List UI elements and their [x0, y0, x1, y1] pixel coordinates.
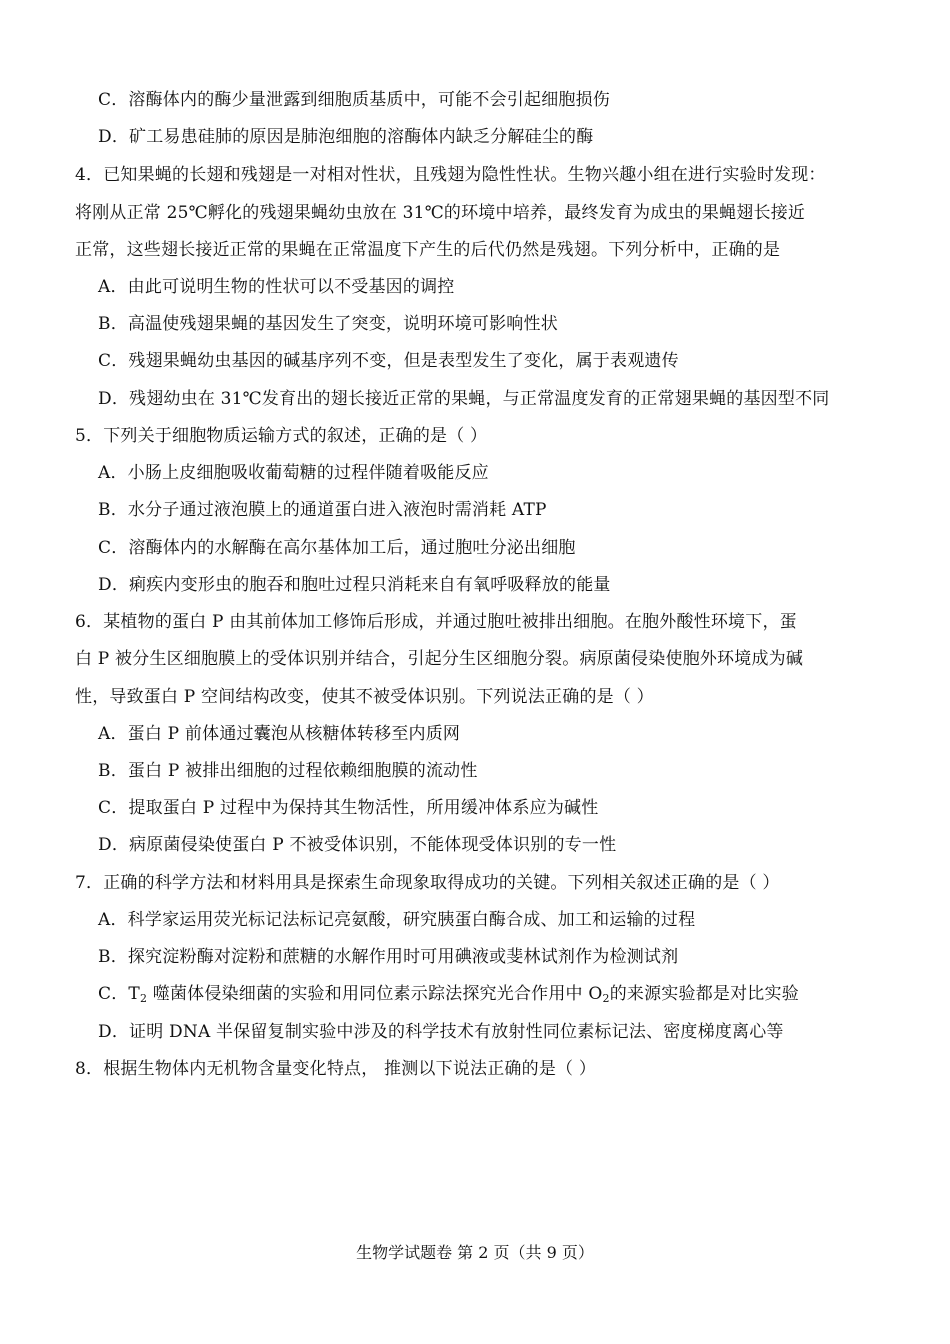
q7-option-a: A．科学家运用荧光标记法标记亮氨酸，研究胰蛋白酶合成、加工和运输的过程 — [98, 910, 696, 930]
q4-stem-line-2: 将刚从正常 25℃孵化的残翅果蝇幼虫放在 31℃的环境中培养，最终发育为成虫的果蝇翅长接近 — [75, 203, 806, 223]
q7-option-c-subscript-t2: 2 — [139, 992, 148, 1005]
q8-stem: 8．根据生物体内无机物含量变化特点， 推测以下说法正确的是（ ） — [75, 1059, 597, 1079]
q6-option-b: B．蛋白 P 被排出细胞的过程依赖细胞膜的流动性 — [98, 761, 478, 781]
q3-option-c: C．溶酶体内的酶少量泄露到细胞质基质中，可能不会引起细胞损伤 — [98, 90, 611, 110]
q4-option-d: D．残翅幼虫在 31℃发育出的翅长接近正常的果蝇，与正常温度发育的正常翅果蝇的基因型不同 — [98, 389, 830, 409]
q7-stem: 7．正确的科学方法和材料用具是探索生命现象取得成功的关键。下列相关叙述正确的是（ ） — [75, 873, 780, 893]
q6-option-d: D．病原菌侵染使蛋白 P 不被受体识别，不能体现受体识别的专一性 — [98, 835, 617, 855]
q7-option-c-subscript-o2: 2 — [602, 992, 610, 1005]
q5-option-a: A．小肠上皮细胞吸收葡萄糖的过程伴随着吸能反应 — [98, 463, 489, 483]
q7-option-d: D．证明 DNA 半保留复制实验中涉及的科学技术有放射性同位素标记法、密度梯度离心等 — [98, 1022, 784, 1042]
q4-option-a: A．由此可说明生物的性状可以不受基因的调控 — [98, 277, 455, 297]
q5-option-b: B．水分子通过液泡膜上的通道蛋白进入液泡时需消耗 ATP — [98, 500, 547, 520]
page-footer: 生物学试题卷 第 2 页（共 9 页） — [356, 1243, 594, 1262]
q6-option-a: A．蛋白 P 前体通过囊泡从核糖体转移至内质网 — [98, 724, 461, 744]
q6-stem-line-2: 白 P 被分生区细胞膜上的受体识别并结合，引起分生区细胞分裂。病原菌侵染使胞外环境成为碱 — [75, 649, 804, 669]
q6-stem-line-1: 6．某植物的蛋白 P 由其前体加工修饰后形成，并通过胞吐被排出细胞。在胞外酸性环境下，蛋 — [75, 612, 797, 632]
q5-stem: 5．下列关于细胞物质运输方式的叙述，正确的是（ ） — [75, 426, 488, 446]
q7-option-c — [98, 983, 799, 1005]
q3-option-d: D．矿工易患硅肺的原因是肺泡细胞的溶酶体内缺乏分解硅尘的酶 — [98, 127, 594, 147]
q4-stem-line-1: 4．已知果蝇的长翅和残翅是一对相对性状，且残翅为隐性性状。生物兴趣小组在进行实验时发现： — [75, 165, 826, 185]
q7-option-b: B．探究淀粉酶对淀粉和蔗糖的水解作用时可用碘液或斐林试剂作为检测试剂 — [98, 947, 679, 967]
q7-option-c-prefix: C．T — [98, 984, 140, 1004]
q4-option-c: C．残翅果蝇幼虫基因的碱基序列不变，但是表型发生了变化，属于表观遗传 — [98, 351, 679, 371]
q4-option-b: B．高温使残翅果蝇的基因发生了突变，说明环境可影响性状 — [98, 314, 558, 334]
q7-option-c-middle: 噬菌体侵染细菌的实验和用同位素示踪法探究光合作用中 O — [147, 984, 603, 1004]
q7-option-c-suffix: 的来源实验都是对比实验 — [609, 984, 799, 1004]
q4-stem-line-3: 正常，这些翅长接近正常的果蝇在正常温度下产生的后代仍然是残翅。下列分析中，正确的是 — [75, 240, 781, 260]
q6-stem-line-3: 性，导致蛋白 P 空间结构改变，使其不被受体识别。下列说法正确的是（ ） — [75, 687, 654, 707]
q6-option-c: C．提取蛋白 P 过程中为保持其生物活性，所用缓冲体系应为碱性 — [98, 798, 599, 818]
q5-option-c: C．溶酶体内的水解酶在高尔基体加工后，通过胞吐分泌出细胞 — [98, 538, 576, 558]
q5-option-d: D．痢疾内变形虫的胞吞和胞吐过程只消耗来自有氧呼吸释放的能量 — [98, 575, 611, 595]
